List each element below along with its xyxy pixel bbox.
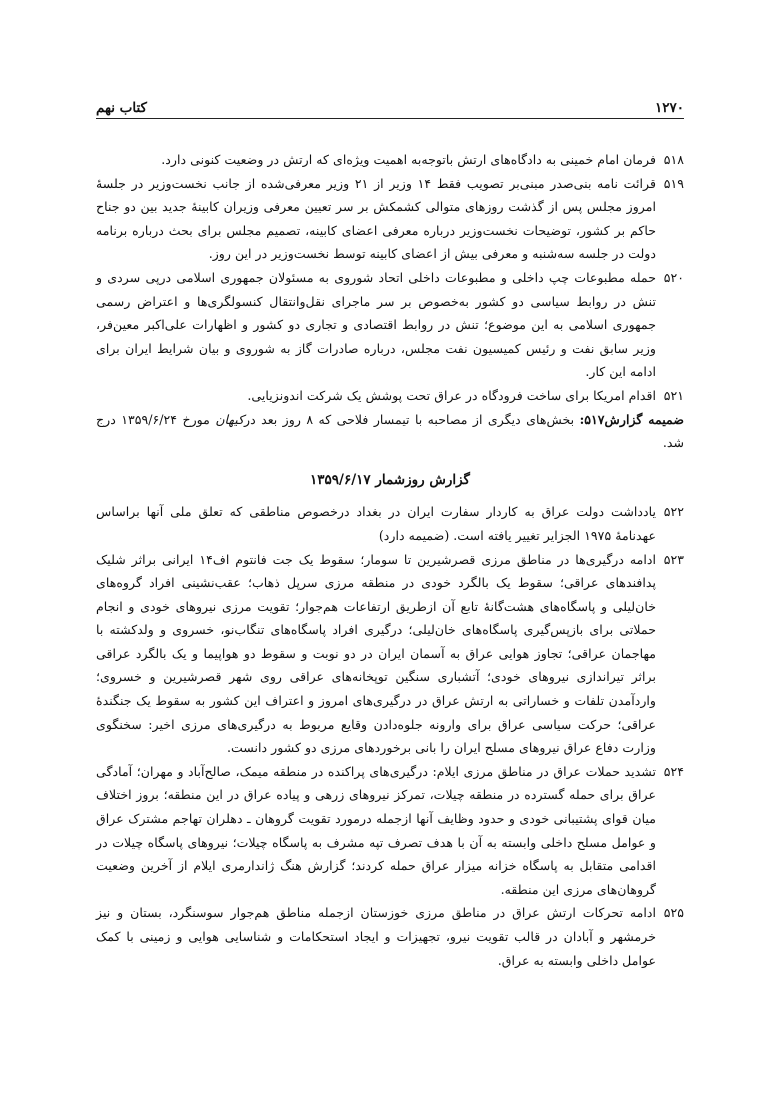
item-text: تشدید حملات عراق در مناطق مرزی ایلام: درگیری‌های پراکنده در منطقه میمک، صالح‌آباد و مهران؛ آمادگی عراق برای حمله گسترده در منطقه چیلات، تمرکز نیروهای زرهی و پیاده عراق در این منطقه؛ بروز اختلاف میان قوای پشتیبانی خودی و حدود وظایف آنها ازجمله درمورد تقویت گروهان ـ دهلران تهاجم مشترک عراق و عوامل مسلح داخلی وابسته به آن با هدف تصرف تپه مشرف به پاسگاه چیلات؛ نیروهای پاسگاه چیلات در اقدامی متقابل به پاسگاه خزانه میزار عراق حمله کردند؛ گزارش هنگ ژاندارمری ایلام از آخرین وضعیت گروهان‌های مرزی این منطقه. [96,763,656,897]
item-number: ۵۲۲ [663,504,684,520]
list-item [96,901,684,972]
item-number: ۵۲۵ [663,905,684,921]
item-number: ۵۲۱ [663,387,684,403]
item-number: ۵۲۰ [663,269,684,285]
page-header [96,92,684,116]
appendix-note [96,408,684,455]
report-title: گزارش روزشمار ۱۳۵۹/۶/۱۷ [310,471,470,488]
appendix-text-after: مورخ ۱۳۵۹/۶/۲۴ درج شد. [96,411,684,451]
list-item [96,548,684,760]
header-divider [96,118,684,119]
list-item [96,384,684,408]
list-item [96,148,684,172]
page-body [96,148,684,972]
item-number: ۵۲۳ [663,551,684,567]
item-text: ادامه تحرکات ارتش عراق در مناطق مرزی خوزستان ازجمله مناطق هم‌جوار سوسنگرد، بستان و نیز خرمشهر و آبادان در قالب تقویت نیرو، تجهیزات و ایجاد استحکامات و شناسایی هوایی و زمینی با کمک عوامل داخلی وابسته به عراق. [96,905,656,968]
item-number: ۵۱۸ [663,152,684,167]
list-item [96,266,684,384]
list-item [96,172,684,266]
item-text: فرمان امام خمینی به دادگاه‌های ارتش باتوجه‌به اهمیت ویژه‌ای که ارتش در وضعیت کنونی دارد. [161,152,656,167]
list-item [96,500,684,547]
list-item [96,760,684,902]
item-text: ادامه درگیری‌ها در مناطق مرزی قصرشیرین تا سومار؛ سقوط یک جت فانتوم اف۱۴ ایرانی براثر شلیک پدافندهای عراقی؛ سقوط یک بالگرد خودی در منطقه مرزی سرپل ذهاب؛ عقب‌نشینی افراد گروه‌های خان‌لیلی و پاسگاه‌های هشت‌گانهٔ تابع آن ازطریق ارتفاعات هم‌جوار؛ تقویت مرزی نیروهای خودی و انجام حملاتی برای بازپس‌گیری پاسگاه‌های خان‌لیلی؛ درگیری افراد پاسگاه‌های تنگاب‌نو، خسروی و ولدکشته با مهاجمان عراقی؛ تجاوز هوایی عراق به آسمان ایران در دو نوبت و سقوط دو هواپیما و یک بالگرد عراقی براثر تیراندازی نیروهای خودی؛ آتشباری سنگین توپخانه‌های عراقی روی شهر قصرشیرین و خسروی؛ واردآمدن تلفات و خساراتی به ارتش عراق در درگیری‌های امروز و اعتراف این کشور به سقوط یک جنگندهٔ عراقی؛ حرکت سیاسی عراق برای وارونه جلوه‌دادن وقایع مربوط به درگیری‌های مرزی اخیر: سخنگوی وزارت دفاع عراق نیروهای مسلح ایران را بانی برخوردهای مرزی دو کشور دانست. [96,551,656,756]
item-number: ۵۲۴ [663,763,684,779]
appendix-text-before: بخش‌های دیگری از مصاحبه با تیمسار فلاحی که ۸ روز بعد در [244,411,580,427]
page-number: ۱۲۷۰ [654,100,684,116]
item-text: اقدام امریکا برای ساخت فرودگاه در عراق تحت پوشش یک شرکت اندونزیایی. [247,387,656,403]
newspaper-name: کیهان [215,411,244,427]
item-number: ۵۱۹ [663,175,684,191]
item-text: قرائت نامه بنی‌صدر مبنی‌بر تصویب فقط ۱۴ وزیر از ۲۱ وزیر معرفی‌شده از جانب نخست‌وزیر در جلسهٔ امروز مجلس پس از گذشت روزهای متوالی کشمکش بر سر تعیین معرفی وزیران کابینهٔ جدید بین دو جناح حاکم بر کشور، توضیحات نخست‌وزیر درباره معرفی اعضای کابینه، تصمیم مجلس برای بحث درباره برنامه دولت در جلسه سه‌شنبه و معرفی بیش از اعضای کابینه توسط نخست‌وزیر در این روز. [96,175,656,262]
appendix-label: ضمیمه گزارش۵۱۷: [579,411,685,427]
item-text: یادداشت دولت عراق به کاردار سفارت ایران در بغداد درخصوص مناطقی که تعلق ملی آنها براساس عهدنامهٔ ۱۹۷۵ الجزایر تغییر یافته است. (ضمیمه دارد) [96,504,656,543]
book-title: کتاب نهم [96,100,147,116]
item-text: حمله مطبوعات چپ داخلی و مطبوعات داخلی اتحاد شوروی به مسئولان جمهوری اسلامی درپی سردی و تنش در روابط سیاسی دو کشور به‌خصوص بر سر ماجرای نقل‌وانتقال کنسولگری‌ها و اعتراض رسمی جمهوری اسلامی به این موضوع؛ تنش در روابط اقتصادی و تجاری دو کشور و اظهارات علی‌اکبر معین‌فر، وزیر سابق نفت و رئیس کمیسیون نفت مجلس، درباره صادرات گاز به شوروی و بیان شرایط ایران برای ادامه این کار. [96,269,656,380]
